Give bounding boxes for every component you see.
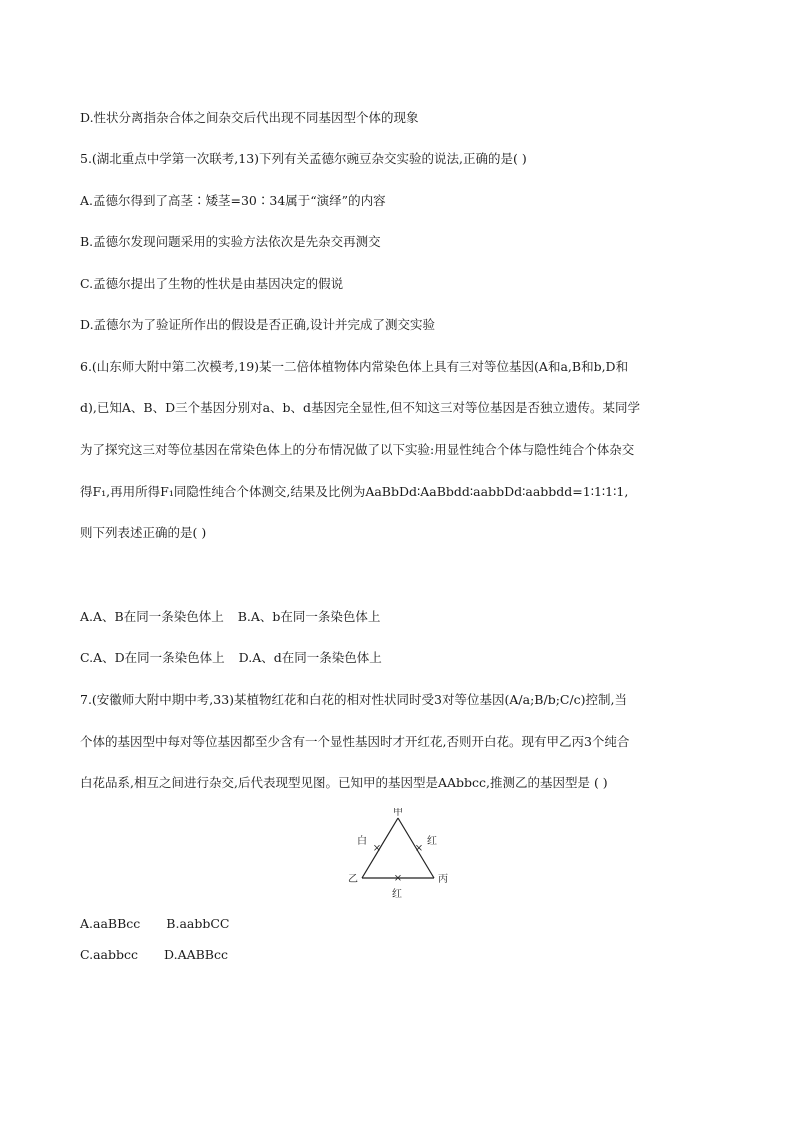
- question-7-options-row-2: [80, 947, 228, 963]
- question-7-line-1: 7.(安徽师大附中期中考,33)某植物红花和白花的相对性状同时受3对等位基因(A/a;B/b;C/c)控制,当: [80, 692, 628, 707]
- question-7-option-a: A.aaBBcc: [80, 916, 141, 931]
- cross-mark-bottom: ×: [393, 873, 403, 884]
- cross-triangle-diagram: [340, 808, 460, 904]
- question-5-option-b: B.孟德尔发现问题采用的实验方法依次是先杂交再测交: [80, 234, 381, 249]
- question-5-option-a: A.孟德尔得到了高茎∶矮茎=30∶34属于“演绎”的内容: [80, 193, 386, 208]
- edge-label-bottom: 红: [392, 889, 402, 900]
- question-6-option-a: A.A、B在同一条染色体上: [80, 609, 224, 624]
- node-label-top: 甲: [393, 808, 403, 818]
- question-6-options-row-1: [80, 609, 380, 625]
- question-7-line-2: 个体的基因型中每对等位基因都至少含有一个显性基因时才开红花,否则开白花。现有甲乙丙3个纯合: [80, 734, 630, 749]
- question-7-option-b: B.aabbCC: [166, 916, 230, 931]
- question-7-line-3: 白花品系,相互之间进行杂交,后代表现型见图。已知甲的基因型是AAbbcc,推测乙的基因型是 ( ): [80, 775, 608, 790]
- question-6-line-3: 为了探究这三对等位基因在常染色体上的分布情况做了以下实验:用显性纯合个体与隐性纯合个体杂交: [80, 442, 635, 457]
- question-7-option-d: D.AABBcc: [164, 947, 228, 962]
- question-4-option-d: D.性状分离指杂合体之间杂交后代出现不同基因型个体的现象: [80, 110, 419, 125]
- question-6-option-d: D.A、d在同一条染色体上: [238, 650, 382, 665]
- question-5-stem: 5.(湖北重点中学第一次联考,13)下列有关孟德尔豌豆杂交实验的说法,正确的是( ): [80, 151, 527, 166]
- edge-label-right: 红: [427, 836, 437, 847]
- question-5-option-d: D.孟德尔为了验证所作出的假设是否正确,设计并完成了测交实验: [80, 317, 436, 332]
- question-5-option-c: C.孟德尔提出了生物的性状是由基因决定的假说: [80, 276, 344, 291]
- edge-label-left: 白: [357, 836, 367, 847]
- cross-mark-right: ×: [414, 843, 424, 854]
- question-6-line-2: d),已知A、B、D三个基因分别对a、b、d基因完全显性,但不知这三对等位基因是否独立遗传。某同学: [80, 400, 641, 415]
- node-label-left: 乙: [348, 874, 358, 885]
- question-6-option-b: B.A、b在同一条染色体上: [237, 609, 381, 624]
- question-7-option-c: C.aabbcc: [80, 947, 139, 962]
- question-6-options-row-2: [80, 650, 382, 666]
- question-6-line-1: 6.(山东师大附中第二次模考,19)某一二倍体植物体内常染色体上具有三对等位基因(A和a,B和b,D和: [80, 359, 629, 374]
- question-6-line-4: 得F₁,再用所得F₁同隐性纯合个体测交,结果及比例为AaBbDd∶AaBbdd∶aabbDd∶aabbdd=1∶1∶1∶1,: [80, 484, 629, 499]
- cross-mark-left: ×: [372, 843, 382, 854]
- question-6-line-5: 则下列表述正确的是( ): [80, 525, 207, 540]
- question-7-options-row-1: [80, 916, 229, 932]
- question-6-option-c: C.A、D在同一条染色体上: [80, 650, 225, 665]
- node-label-right: 丙: [438, 874, 448, 885]
